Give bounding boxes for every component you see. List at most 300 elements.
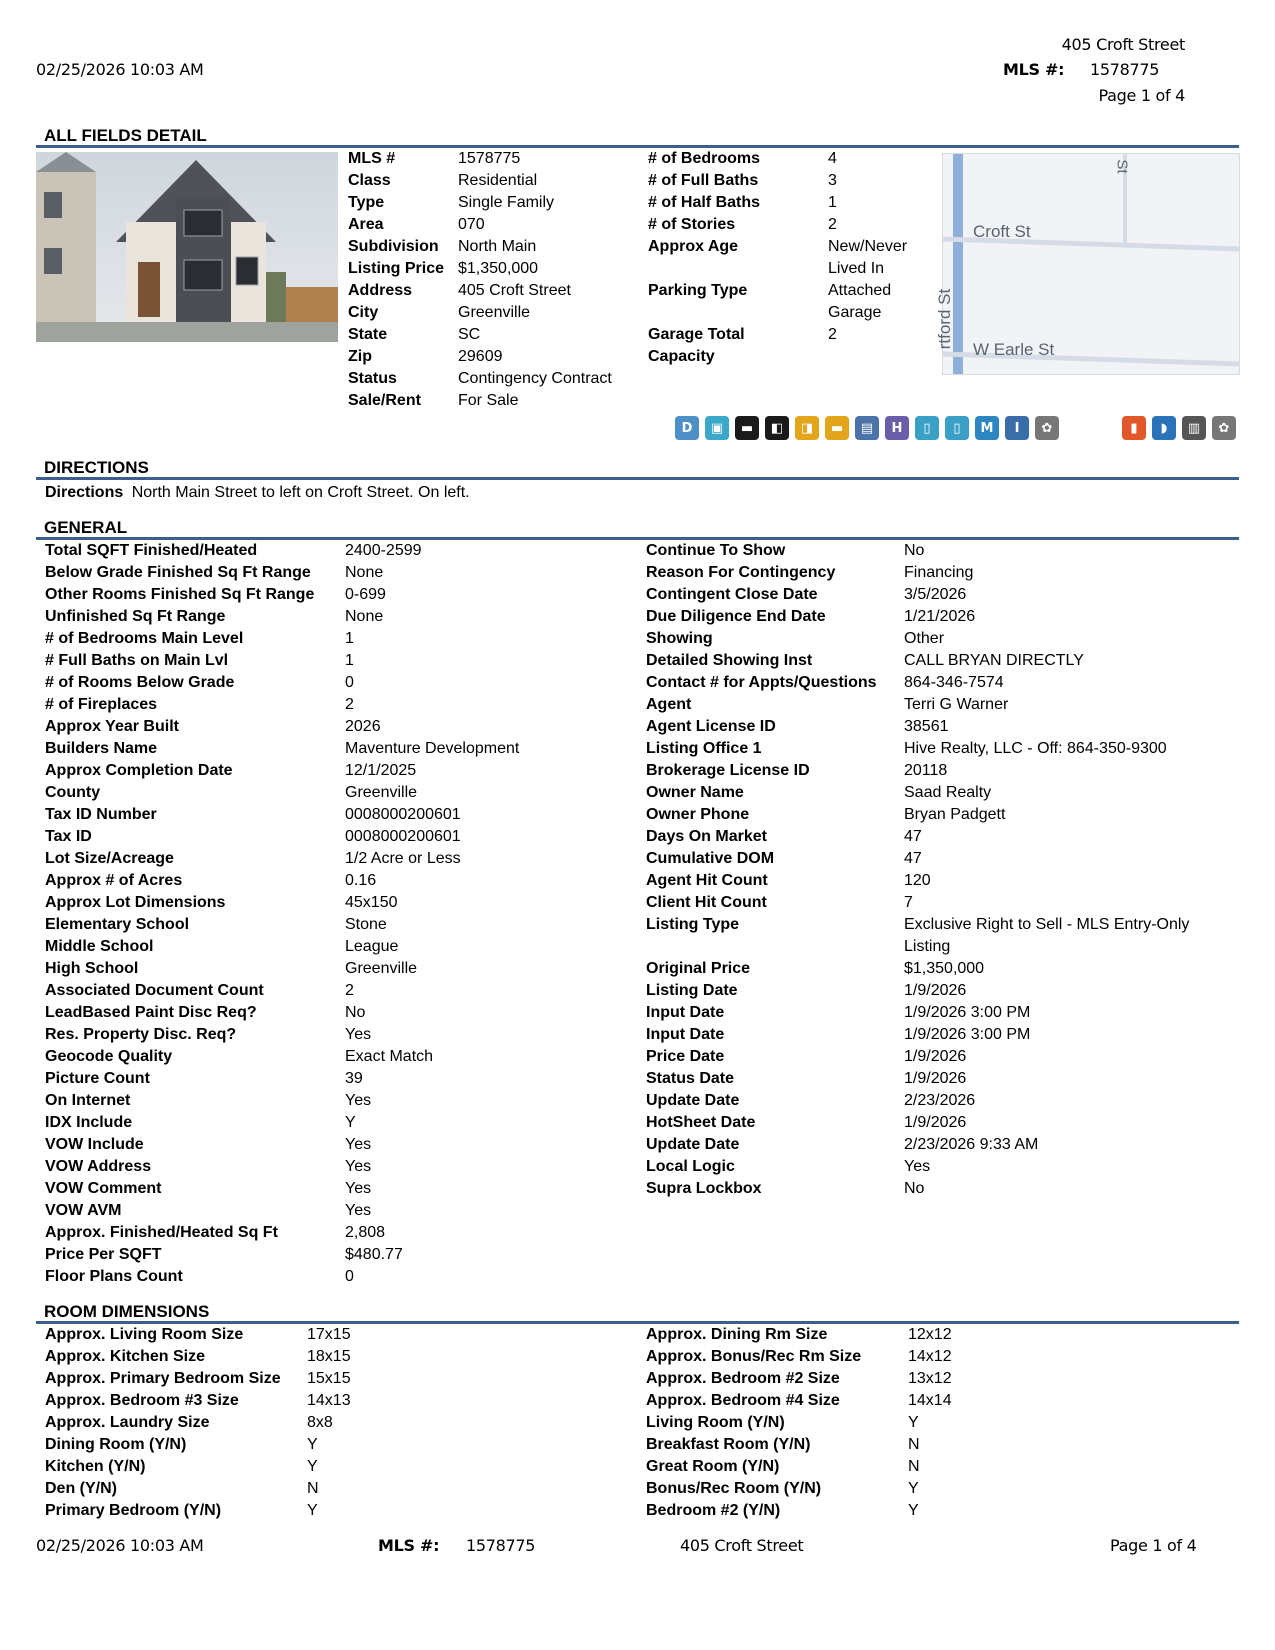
field-value: For Sale (458, 392, 519, 409)
swirl-icon[interactable]: ◗ (1152, 416, 1176, 440)
field-row (646, 848, 1204, 870)
field-row (646, 1346, 1208, 1368)
field-row (646, 672, 1204, 694)
field-value: Single Family (458, 194, 555, 211)
field-row (45, 760, 645, 782)
field-label: VOW Address (45, 1158, 152, 1175)
field-value: 2/23/2026 (904, 1092, 976, 1109)
field-label: Continue To Show (646, 542, 786, 559)
field-row (646, 936, 1204, 958)
field-label: Client Hit Count (646, 894, 767, 911)
d-icon[interactable]: D (675, 416, 699, 440)
field-row (45, 540, 645, 562)
field-value: 0008000200601 (345, 828, 461, 845)
field-label: Owner Name (646, 784, 744, 801)
field-value: 2 (345, 696, 354, 713)
field-label: VOW Include (45, 1136, 144, 1153)
field-value: 1/9/2026 (904, 1070, 967, 1087)
summary-row (648, 148, 918, 170)
field-value: 15x15 (307, 1370, 351, 1387)
field-value: Greenville (345, 784, 418, 801)
field-row (45, 1200, 645, 1222)
summary-row (648, 324, 918, 346)
field-row (45, 826, 645, 848)
field-row (45, 738, 645, 760)
field-row (45, 1368, 607, 1390)
field-value: 1/9/2026 (904, 982, 967, 999)
field-row (646, 958, 1204, 980)
field-label: Brokerage License ID (646, 762, 810, 779)
footer-datetime: 02/25/2026 10:03 AM (36, 1536, 204, 1555)
field-label: Kitchen (Y/N) (45, 1458, 146, 1475)
field-label: # of Half Baths (648, 194, 761, 211)
field-row (45, 782, 645, 804)
field-row (45, 958, 645, 980)
field-value: 14x12 (908, 1348, 952, 1365)
field-label: Contact # for Appts/Questions (646, 674, 877, 691)
field-row (45, 1500, 607, 1522)
field-label: Other Rooms Finished Sq Ft Range (45, 586, 315, 603)
summary-row (648, 280, 918, 302)
field-label: Builders Name (45, 740, 158, 757)
field-row (45, 1324, 607, 1346)
m-icon[interactable]: M (975, 416, 999, 440)
field-label: Below Grade Finished Sq Ft Range (45, 564, 311, 581)
field-value: 0008000200601 (345, 806, 461, 823)
field-row (45, 1134, 645, 1156)
field-value: 1 (828, 194, 837, 211)
summary-row (648, 346, 918, 368)
field-value: SC (458, 326, 481, 343)
i-icon[interactable]: I (1005, 416, 1029, 440)
field-row (646, 1024, 1204, 1046)
field-value: Maventure Development (345, 740, 520, 757)
field-row (646, 1434, 1208, 1456)
field-label: Listing Type (646, 916, 740, 933)
field-value: 070 (458, 216, 485, 233)
field-value: Terri G Warner (904, 696, 1009, 713)
field-row (646, 1112, 1204, 1134)
field-row (45, 848, 645, 870)
field-label: Supra Lockbox (646, 1180, 762, 1197)
field-row (45, 1390, 607, 1412)
summary-row (348, 192, 628, 214)
field-label: Approx. Bedroom #4 Size (646, 1392, 840, 1409)
field-row (646, 1478, 1208, 1500)
field-value: Listing (904, 938, 951, 955)
header-address: 405 Croft Street (1061, 35, 1185, 54)
field-label: Sale/Rent (348, 392, 421, 409)
field-row (45, 870, 645, 892)
field-value: 14x13 (307, 1392, 351, 1409)
field-value: $1,350,000 (458, 260, 539, 277)
field-label: Approx. Primary Bedroom Size (45, 1370, 281, 1387)
field-row (646, 716, 1204, 738)
listing-actions-icons (1122, 416, 1242, 440)
field-value: Y (307, 1436, 318, 1453)
field-row (646, 584, 1204, 606)
field-row (646, 1324, 1208, 1346)
field-label: Lot Size/Acreage (45, 850, 174, 867)
summary-row (348, 368, 628, 390)
field-value: 2 (828, 326, 837, 343)
field-value: Exclusive Right to Sell - MLS Entry-Only (904, 916, 1190, 933)
field-value: Yes (345, 1158, 372, 1175)
field-row (45, 716, 645, 738)
field-label: # Full Baths on Main Lvl (45, 652, 229, 669)
field-label: Original Price (646, 960, 751, 977)
h-icon[interactable]: H (885, 416, 909, 440)
map-street-label: rtford St (935, 288, 955, 350)
field-label: Contingent Close Date (646, 586, 818, 603)
directions-label: Directions (45, 484, 124, 501)
field-label: Approx Lot Dimensions (45, 894, 226, 911)
field-row (646, 1178, 1204, 1200)
field-label: Total SQFT Finished/Heated (45, 542, 258, 559)
field-label: Tax ID Number (45, 806, 157, 823)
field-row (45, 584, 645, 606)
field-label: Approx Year Built (45, 718, 179, 735)
field-label: IDX Include (45, 1114, 133, 1131)
field-label: Bonus/Rec Room (Y/N) (646, 1480, 822, 1497)
field-value: None (345, 564, 384, 581)
print-icon[interactable]: ▤ (855, 416, 879, 440)
field-value: 1/9/2026 (904, 1048, 967, 1065)
field-label: Approx. Bedroom #3 Size (45, 1392, 239, 1409)
summary-row (648, 258, 918, 280)
info-icon[interactable]: ▣ (705, 416, 729, 440)
field-value: $1,350,000 (904, 960, 985, 977)
field-label: Capacity (648, 348, 715, 365)
field-label: Area (348, 216, 384, 233)
field-label: Owner Phone (646, 806, 750, 823)
field-value: Yes (345, 1136, 372, 1153)
field-row (646, 628, 1204, 650)
field-value: Residential (458, 172, 538, 189)
palette-icon[interactable]: ✿ (1035, 416, 1059, 440)
field-row (646, 760, 1204, 782)
field-value: New/Never (828, 238, 908, 255)
field-row (646, 1156, 1204, 1178)
field-value: Y (908, 1502, 919, 1519)
field-label: Due Diligence End Date (646, 608, 826, 625)
field-value: Attached (828, 282, 892, 299)
field-value: Greenville (458, 304, 531, 321)
field-value: Yes (345, 1092, 372, 1109)
summary-row (348, 280, 628, 302)
field-label: # of Rooms Below Grade (45, 674, 235, 691)
directions-row (45, 482, 470, 504)
field-value: Yes (345, 1202, 372, 1219)
virtual-tour-icon[interactable]: ▬ (735, 416, 759, 440)
field-label: Approx. Dining Rm Size (646, 1326, 828, 1343)
field-value: 12/1/2025 (345, 762, 417, 779)
summary-right-list (648, 148, 918, 368)
field-label: Price Per SQFT (45, 1246, 162, 1263)
field-label: Den (Y/N) (45, 1480, 117, 1497)
field-label: Tax ID (45, 828, 92, 845)
field-label: Status (348, 370, 397, 387)
summary-row (648, 170, 918, 192)
field-row (646, 738, 1204, 760)
map-street-label: Croft St (973, 222, 1031, 241)
field-row (646, 1368, 1208, 1390)
field-value: 14x14 (908, 1392, 952, 1409)
field-label: Approx. Finished/Heated Sq Ft (45, 1224, 278, 1241)
field-label: Address (348, 282, 413, 299)
field-label: Approx Completion Date (45, 762, 233, 779)
field-row (45, 628, 645, 650)
house-photo-image (36, 152, 338, 342)
map-street-label: St (1113, 159, 1131, 174)
field-label: Cumulative DOM (646, 850, 775, 867)
field-value: N (307, 1480, 319, 1497)
field-value: Stone (345, 916, 387, 933)
field-value: Y (908, 1480, 919, 1497)
chart-icon[interactable]: ▥ (1182, 416, 1206, 440)
field-row (646, 1046, 1204, 1068)
field-row (45, 1090, 645, 1112)
field-label: Approx. Kitchen Size (45, 1348, 206, 1365)
field-label: City (348, 304, 379, 321)
field-row (646, 650, 1204, 672)
section-title-directions: DIRECTIONS (44, 458, 149, 477)
field-row (646, 980, 1204, 1002)
listing-tools-icons (675, 416, 1065, 440)
field-value: 7 (904, 894, 913, 911)
field-label: Approx # of Acres (45, 872, 183, 889)
palette2-icon[interactable]: ✿ (1212, 416, 1236, 440)
field-label: State (348, 326, 388, 343)
field-label: # of Bedrooms (648, 150, 761, 167)
field-value: 2 (828, 216, 837, 233)
field-label: Geocode Quality (45, 1048, 173, 1065)
general-right-list (646, 540, 1204, 1200)
field-label: On Internet (45, 1092, 131, 1109)
field-value: Y (908, 1414, 919, 1431)
field-value: 3/5/2026 (904, 586, 967, 603)
field-label: Living Room (Y/N) (646, 1414, 785, 1431)
field-value: Hive Realty, LLC - Off: 864-350-9300 (904, 740, 1167, 757)
field-value: 2,808 (345, 1224, 386, 1241)
field-value: 120 (904, 872, 931, 889)
field-row (646, 1090, 1204, 1112)
field-value: No (904, 1180, 925, 1197)
sign-icon[interactable]: ▬ (825, 416, 849, 440)
field-value: No (345, 1004, 366, 1021)
doc-icon[interactable]: ▯ (915, 416, 939, 440)
field-row (45, 1024, 645, 1046)
field-row (45, 1112, 645, 1134)
field-row (646, 1390, 1208, 1412)
footer-page: Page 1 of 4 (1110, 1536, 1197, 1555)
field-value: Yes (345, 1026, 372, 1043)
field-value: League (345, 938, 399, 955)
field-row (45, 914, 645, 936)
lockbox-icon[interactable]: ▮ (1122, 416, 1146, 440)
field-value: None (345, 608, 384, 625)
field-label: Class (348, 172, 391, 189)
field-label: Reason For Contingency (646, 564, 836, 581)
field-value: N (908, 1436, 920, 1453)
field-label: Price Date (646, 1048, 725, 1065)
field-value: Y (307, 1502, 318, 1519)
field-value: 405 Croft Street (458, 282, 571, 299)
field-label: # of Full Baths (648, 172, 759, 189)
section-title-general: GENERAL (44, 518, 128, 537)
field-value: No (904, 542, 925, 559)
field-label: # of Bedrooms Main Level (45, 630, 244, 647)
field-label: Dining Room (Y/N) (45, 1436, 187, 1453)
field-value: 17x15 (307, 1326, 351, 1343)
field-row (45, 980, 645, 1002)
property-photo[interactable] (36, 152, 338, 342)
field-label: Picture Count (45, 1070, 150, 1087)
field-label: LeadBased Paint Disc Req? (45, 1004, 257, 1021)
doc2-icon[interactable]: ▯ (945, 416, 969, 440)
field-label: Res. Property Disc. Req? (45, 1026, 237, 1043)
field-row (646, 870, 1204, 892)
field-label: Unfinished Sq Ft Range (45, 608, 226, 625)
footer-address: 405 Croft Street (680, 1536, 804, 1555)
field-row (45, 1412, 607, 1434)
field-value: 1/21/2026 (904, 608, 976, 625)
field-label: Update Date (646, 1092, 740, 1109)
field-value: North Main (458, 238, 537, 255)
field-row (45, 1478, 607, 1500)
header-mls-label: MLS #: (1003, 60, 1065, 79)
footer-mls-label: MLS #: (378, 1536, 440, 1555)
field-value: 1/9/2026 3:00 PM (904, 1026, 1031, 1043)
field-value: 864-346-7574 (904, 674, 1004, 691)
field-row (45, 1222, 645, 1244)
field-row (646, 1002, 1204, 1024)
field-label: Floor Plans Count (45, 1268, 183, 1285)
field-row (45, 1346, 607, 1368)
field-value: $480.77 (345, 1246, 403, 1263)
field-label: Approx. Laundry Size (45, 1414, 210, 1431)
field-value: 0-699 (345, 586, 386, 603)
field-row (45, 694, 645, 716)
field-label: Local Logic (646, 1158, 735, 1175)
section-rule (36, 145, 1239, 148)
summary-row (648, 302, 918, 324)
field-value: 1/9/2026 (904, 1114, 967, 1131)
location-map[interactable] (935, 153, 1240, 375)
field-label: Agent (646, 696, 692, 713)
section-title-all-fields: ALL FIELDS DETAIL (44, 126, 207, 145)
field-label: Middle School (45, 938, 154, 955)
field-row (646, 694, 1204, 716)
field-label: VOW AVM (45, 1202, 122, 1219)
field-value: Y (345, 1114, 356, 1131)
field-label: Bedroom #2 (Y/N) (646, 1502, 781, 1519)
field-label: Detailed Showing Inst (646, 652, 813, 669)
field-value: 1 (345, 652, 354, 669)
section-rule (36, 477, 1239, 480)
field-label: County (45, 784, 101, 801)
field-value: 47 (904, 828, 922, 845)
field-row (646, 804, 1204, 826)
field-value: 18x15 (307, 1348, 351, 1365)
field-row (45, 1266, 645, 1288)
field-label: Days On Market (646, 828, 767, 845)
field-label: VOW Comment (45, 1180, 162, 1197)
field-row (646, 826, 1204, 848)
field-row (45, 804, 645, 826)
field-row (45, 1434, 607, 1456)
field-label: Approx Age (648, 238, 739, 255)
general-left-list (45, 540, 645, 1288)
header-page: Page 1 of 4 (1098, 86, 1185, 105)
field-label: Great Room (Y/N) (646, 1458, 780, 1475)
field-row (45, 650, 645, 672)
field-row (45, 1244, 645, 1266)
field-value: 8x8 (307, 1414, 333, 1431)
tour-icon[interactable]: ◧ (765, 416, 789, 440)
field-row (45, 562, 645, 584)
field-row (45, 672, 645, 694)
field-value: Lived In (828, 260, 885, 277)
field-label: Type (348, 194, 385, 211)
field-row (45, 1156, 645, 1178)
field-row (45, 1046, 645, 1068)
field-label: Parking Type (648, 282, 748, 299)
summary-row (348, 324, 628, 346)
field-label: Agent Hit Count (646, 872, 768, 889)
field-label: Associated Document Count (45, 982, 264, 999)
summary-row (348, 346, 628, 368)
field-label: Approx. Living Room Size (45, 1326, 244, 1343)
field-value: 2 (345, 982, 354, 999)
field-value: N (908, 1458, 920, 1475)
field-label: Listing Office 1 (646, 740, 762, 757)
field-value: Exact Match (345, 1048, 434, 1065)
field-value: 2026 (345, 718, 381, 735)
rooms-left-list (45, 1324, 607, 1522)
field-row (646, 1412, 1208, 1434)
field-label: Listing Price (348, 260, 445, 277)
field-row (646, 1134, 1204, 1156)
field-label: MLS # (348, 150, 396, 167)
field-value: 1/9/2026 3:00 PM (904, 1004, 1031, 1021)
field-value: Garage (828, 304, 882, 321)
field-row (45, 936, 645, 958)
field-label: Agent License ID (646, 718, 776, 735)
field-label: Input Date (646, 1026, 725, 1043)
field-label: Status Date (646, 1070, 735, 1087)
field-row (646, 782, 1204, 804)
field-row (45, 1002, 645, 1024)
field-row (45, 892, 645, 914)
field-label: Subdivision (348, 238, 439, 255)
field-row (45, 606, 645, 628)
field-row (646, 1500, 1208, 1522)
field-value: 1578775 (458, 150, 521, 167)
field-row (646, 1068, 1204, 1090)
field-label: Showing (646, 630, 713, 647)
field-value: Financing (904, 564, 974, 581)
field-value: 1 (345, 630, 354, 647)
open-house-icon[interactable]: ◨ (795, 416, 819, 440)
field-value: Greenville (345, 960, 418, 977)
field-value: 1/2 Acre or Less (345, 850, 461, 867)
header-mls-value: 1578775 (1090, 60, 1160, 79)
field-label: Elementary School (45, 916, 190, 933)
field-label: High School (45, 960, 139, 977)
field-value: 39 (345, 1070, 363, 1087)
field-value: 13x12 (908, 1370, 952, 1387)
